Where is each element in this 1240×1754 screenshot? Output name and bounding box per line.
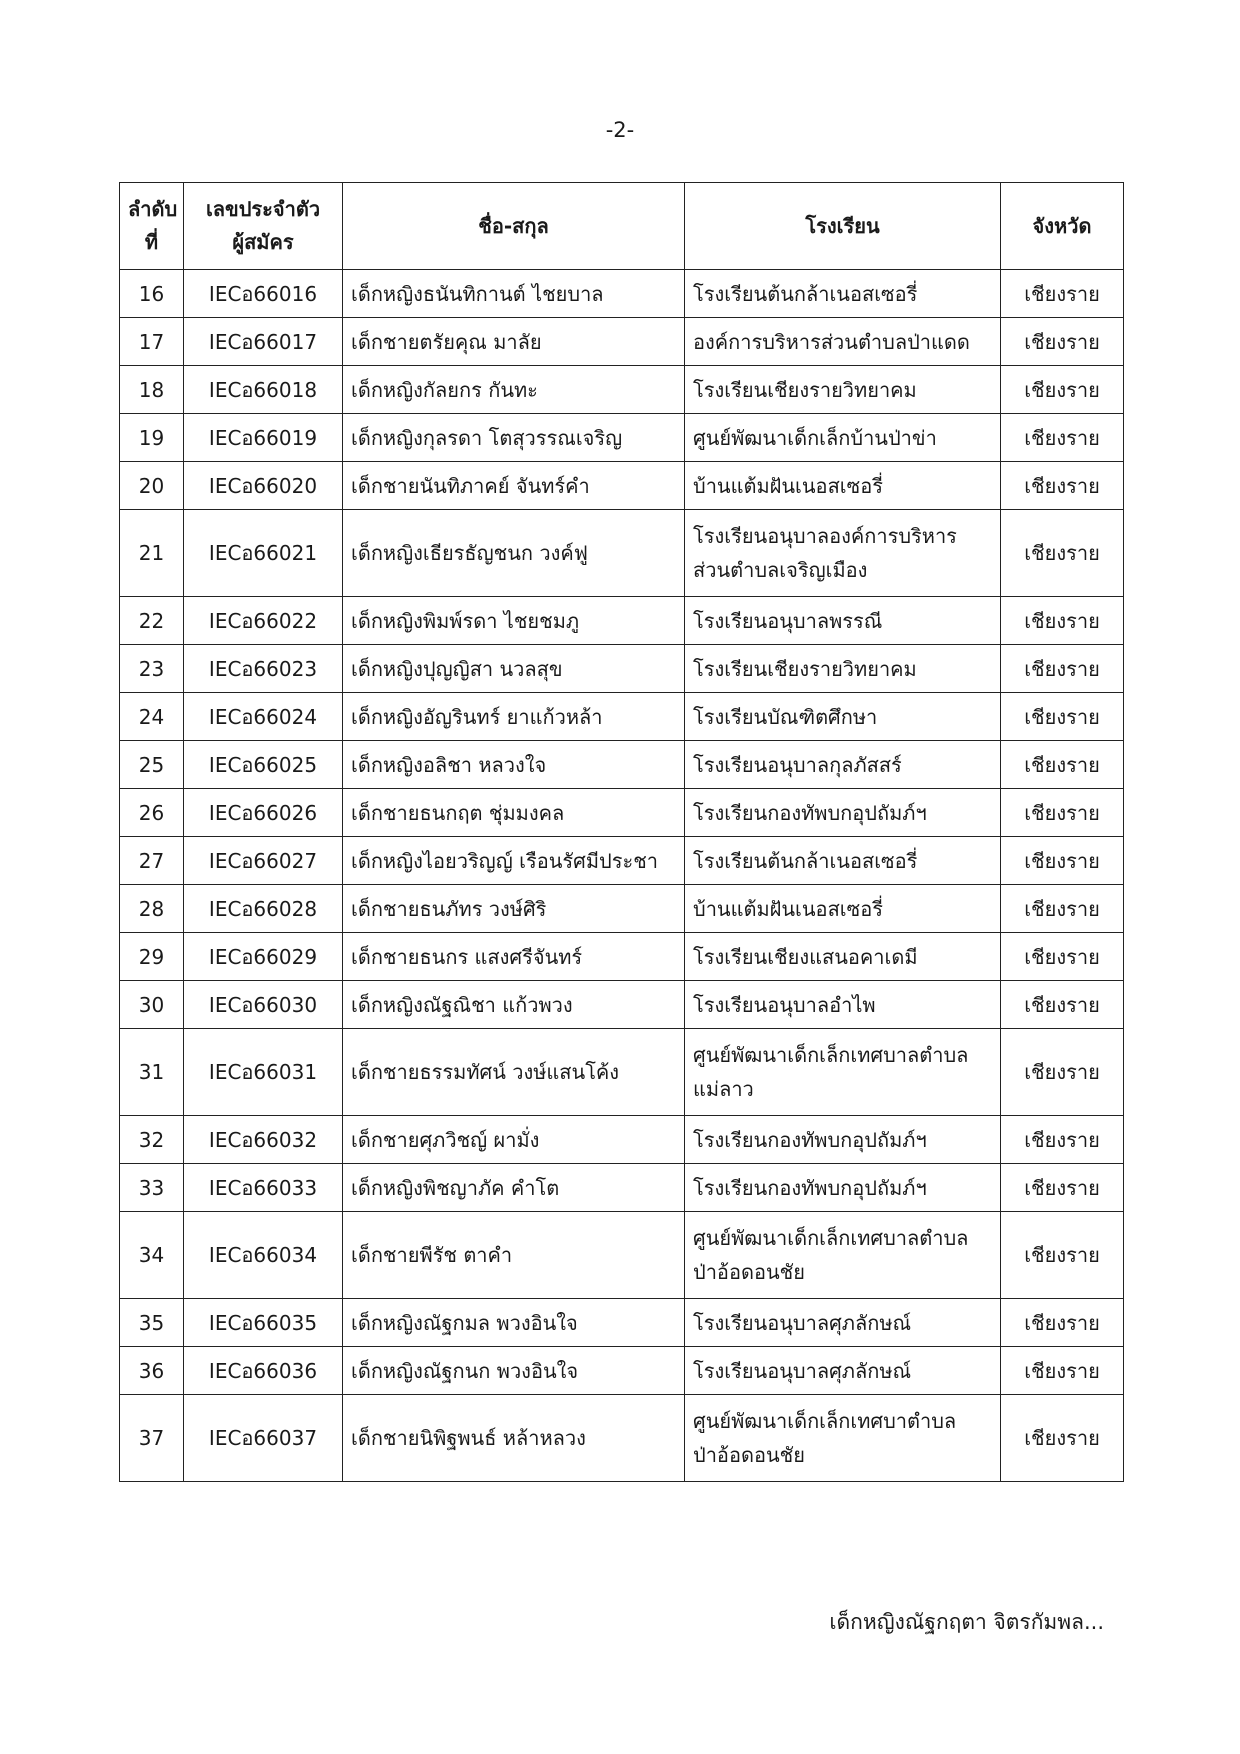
table-row [120,645,1124,693]
cell-school [685,270,1001,318]
cell-order: 35 [120,1299,184,1347]
cell-order: 33 [120,1164,184,1212]
school-line: บ้านแต้มฝันเนอสเซอรี่ [693,896,883,921]
cell-applicant-id: IECอ66029 [184,933,343,981]
cell-order: 21 [120,510,184,597]
cell-school [685,789,1001,837]
cell-applicant-id: IECอ66037 [184,1395,343,1482]
cell-order: 16 [120,270,184,318]
cell-full-name: เด็กหญิงปุญญิสา นวลสุข [343,645,685,693]
cell-applicant-id: IECอ66027 [184,837,343,885]
cell-applicant-id: IECอ66036 [184,1347,343,1395]
cell-province: เชียงราย [1001,789,1124,837]
cell-full-name: เด็กหญิงเธียรธัญชนก วงค์ฟู [343,510,685,597]
school-line: โรงเรียนเชียงรายวิทยาคม [693,656,917,681]
school-line: ศูนย์พัฒนาเด็กเล็กเทศบาลตำบล [693,1043,969,1067]
cell-province: เชียงราย [1001,885,1124,933]
cell-full-name: เด็กหญิงอลิชา หลวงใจ [343,741,685,789]
cell-province: เชียงราย [1001,1299,1124,1347]
cell-province: เชียงราย [1001,981,1124,1029]
cell-applicant-id: IECอ66030 [184,981,343,1029]
table-row [120,1395,1124,1482]
cell-school [685,981,1001,1029]
school-line: ส่วนตำบลเจริญเมือง [693,558,868,582]
cell-full-name: เด็กหญิงณัฐกมล พวงอินใจ [343,1299,685,1347]
cell-school [685,510,1001,597]
header-order-line1: ลำดับ [128,197,178,221]
table-row [120,837,1124,885]
cell-school [685,318,1001,366]
school-line: โรงเรียนบัณฑิตศึกษา [693,704,878,729]
cell-full-name: เด็กชายศุภวิชญ์ ผามั่ง [343,1116,685,1164]
cell-school [685,693,1001,741]
table-row [120,933,1124,981]
school-line: โรงเรียนกองทัพบกอุปถัมภ์ฯ [693,800,927,825]
cell-applicant-id: IECอ66033 [184,1164,343,1212]
cell-province: เชียงราย [1001,597,1124,645]
table-row [120,270,1124,318]
cell-school [685,462,1001,510]
cell-full-name: เด็กชายนิพิฐพนธ์ หล้าหลวง [343,1395,685,1482]
cell-full-name: เด็กหญิงพิมพ์รดา ไชยชมภู [343,597,685,645]
cell-full-name: เด็กชายพีรัช ตาคำ [343,1212,685,1299]
cell-province: เชียงราย [1001,1029,1124,1116]
cell-applicant-id: IECอ66017 [184,318,343,366]
cell-full-name: เด็กหญิงณัฐกนก พวงอินใจ [343,1347,685,1395]
cell-order: 19 [120,414,184,462]
cell-province: เชียงราย [1001,414,1124,462]
school-line: ป่าอ้อดอนชัย [693,1260,805,1284]
applicant-table [119,182,1124,1482]
cell-order: 20 [120,462,184,510]
cell-applicant-id: IECอ66018 [184,366,343,414]
table-row [120,510,1124,597]
cell-applicant-id: IECอ66025 [184,741,343,789]
cell-province: เชียงราย [1001,1212,1124,1299]
school-line: โรงเรียนกองทัพบกอุปถัมภ์ฯ [693,1127,927,1152]
cell-province: เชียงราย [1001,837,1124,885]
school-line: โรงเรียนเชียงแสนอคาเดมี [693,944,918,969]
cell-order: 26 [120,789,184,837]
cell-full-name: เด็กชายตรัยคุณ มาลัย [343,318,685,366]
school-line: บ้านแต้มฝันเนอสเซอรี่ [693,473,883,498]
table-row [120,885,1124,933]
cell-school [685,1299,1001,1347]
table-row [120,462,1124,510]
cell-school [685,1347,1001,1395]
cell-school [685,741,1001,789]
cell-applicant-id: IECอ66035 [184,1299,343,1347]
cell-province: เชียงราย [1001,693,1124,741]
school-line: ศูนย์พัฒนาเด็กเล็กเทศบาลตำบล [693,1226,969,1250]
cell-province: เชียงราย [1001,318,1124,366]
cell-full-name: เด็กชายธนภัทร วงษ์ศิริ [343,885,685,933]
table-row [120,1212,1124,1299]
cell-school [685,1212,1001,1299]
cell-school [685,414,1001,462]
school-line: ป่าอ้อดอนชัย [693,1443,805,1467]
header-full-name: ชื่อ-สกุล [343,183,685,270]
cell-order: 36 [120,1347,184,1395]
table-row [120,597,1124,645]
table-row [120,981,1124,1029]
cell-province: เชียงราย [1001,270,1124,318]
table-row [120,1347,1124,1395]
cell-full-name: เด็กหญิงธนันทิกานต์ ไชยบาล [343,270,685,318]
cell-school [685,1029,1001,1116]
cell-full-name: เด็กหญิงอัญรินทร์ ยาแก้วหล้า [343,693,685,741]
cell-applicant-id: IECอ66026 [184,789,343,837]
cell-applicant-id: IECอ66021 [184,510,343,597]
cell-full-name: เด็กหญิงพิชญาภัค คำโต [343,1164,685,1212]
table-row [120,1299,1124,1347]
cell-school [685,1395,1001,1482]
header-order-line2: ที่ [144,230,159,254]
school-line: โรงเรียนกองทัพบกอุปถัมภ์ฯ [693,1175,927,1200]
table-row [120,1029,1124,1116]
table-header-row [120,183,1124,270]
cell-school [685,837,1001,885]
school-line: องค์การบริหารส่วนตำบลป่าแดด [693,329,970,354]
cell-full-name: เด็กหญิงไอยวริญญ์ เรือนรัศมีประชา [343,837,685,885]
school-line: โรงเรียนอนุบาลอำไพ [693,992,876,1017]
cell-order: 34 [120,1212,184,1299]
cell-full-name: เด็กชายธนกร แสงศรีจันทร์ [343,933,685,981]
table-row [120,414,1124,462]
cell-applicant-id: IECอ66034 [184,1212,343,1299]
cell-school [685,597,1001,645]
cell-order: 23 [120,645,184,693]
cell-applicant-id: IECอ66022 [184,597,343,645]
table-body [120,270,1124,1482]
cell-order: 22 [120,597,184,645]
table-row [120,741,1124,789]
school-line: โรงเรียนอนุบาลพรรณี [693,608,883,633]
header-order [120,183,184,270]
table-row [120,366,1124,414]
school-line: โรงเรียนอนุบาลองค์การบริหาร [693,524,957,548]
cell-applicant-id: IECอ66032 [184,1116,343,1164]
table-row [120,693,1124,741]
cell-province: เชียงราย [1001,510,1124,597]
school-line: ศูนย์พัฒนาเด็กเล็กบ้านป่าข่า [693,425,937,450]
header-school: โรงเรียน [685,183,1001,270]
cell-order: 27 [120,837,184,885]
table-row [120,1164,1124,1212]
cell-applicant-id: IECอ66016 [184,270,343,318]
cell-province: เชียงราย [1001,1347,1124,1395]
header-applicant-id-line1: เลขประจำตัว [205,197,321,221]
cell-order: 30 [120,981,184,1029]
cell-order: 24 [120,693,184,741]
cell-school [685,885,1001,933]
cell-full-name: เด็กหญิงกัลยกร กันทะ [343,366,685,414]
cell-order: 18 [120,366,184,414]
cell-order: 29 [120,933,184,981]
school-line: แม่ลาว [693,1077,754,1101]
cell-order: 17 [120,318,184,366]
header-applicant-id-line2: ผู้สมัคร [232,230,294,254]
cell-applicant-id: IECอ66020 [184,462,343,510]
cell-school [685,366,1001,414]
cell-order: 28 [120,885,184,933]
table-row [120,789,1124,837]
cell-applicant-id: IECอ66024 [184,693,343,741]
school-line: โรงเรียนอนุบาลศุภลักษณ์ [693,1358,912,1383]
cell-applicant-id: IECอ66023 [184,645,343,693]
cell-province: เชียงราย [1001,1395,1124,1482]
cell-school [685,645,1001,693]
cell-province: เชียงราย [1001,933,1124,981]
school-line: โรงเรียนอนุบาลกุลภัสสร์ [693,752,902,777]
page-number: -2- [605,118,635,142]
school-line: โรงเรียนเชียงรายวิทยาคม [693,377,917,402]
cell-full-name: เด็กชายธนกฤต ชุ่มมงคล [343,789,685,837]
school-line: ศูนย์พัฒนาเด็กเล็กเทศบาตำบล [693,1409,957,1433]
cell-province: เชียงราย [1001,645,1124,693]
header-province: จังหวัด [1001,183,1124,270]
cell-province: เชียงราย [1001,741,1124,789]
school-line: โรงเรียนอนุบาลศุภลักษณ์ [693,1310,912,1335]
cell-province: เชียงราย [1001,1116,1124,1164]
cell-full-name: เด็กหญิงกุลรดา โตสุวรรณเจริญ [343,414,685,462]
school-line: โรงเรียนต้นกล้าเนอสเซอรี่ [693,848,918,873]
continuation-text: เด็กหญิงณัฐกฤตา จิตรกัมพล... [829,1610,1104,1634]
cell-applicant-id: IECอ66019 [184,414,343,462]
cell-school [685,933,1001,981]
table-row [120,318,1124,366]
cell-order: 32 [120,1116,184,1164]
cell-full-name: เด็กหญิงณัฐณิชา แก้วพวง [343,981,685,1029]
cell-order: 25 [120,741,184,789]
cell-order: 37 [120,1395,184,1482]
cell-applicant-id: IECอ66031 [184,1029,343,1116]
cell-full-name: เด็กชายนันทิภาคย์ จันทร์คำ [343,462,685,510]
cell-applicant-id: IECอ66028 [184,885,343,933]
header-applicant-id [184,183,343,270]
cell-school [685,1164,1001,1212]
cell-province: เชียงราย [1001,366,1124,414]
cell-order: 31 [120,1029,184,1116]
table-row [120,1116,1124,1164]
cell-province: เชียงราย [1001,462,1124,510]
school-line: โรงเรียนต้นกล้าเนอสเซอรี่ [693,281,918,306]
cell-province: เชียงราย [1001,1164,1124,1212]
cell-full-name: เด็กชายธรรมทัศน์ วงษ์แสนโค้ง [343,1029,685,1116]
cell-school [685,1116,1001,1164]
